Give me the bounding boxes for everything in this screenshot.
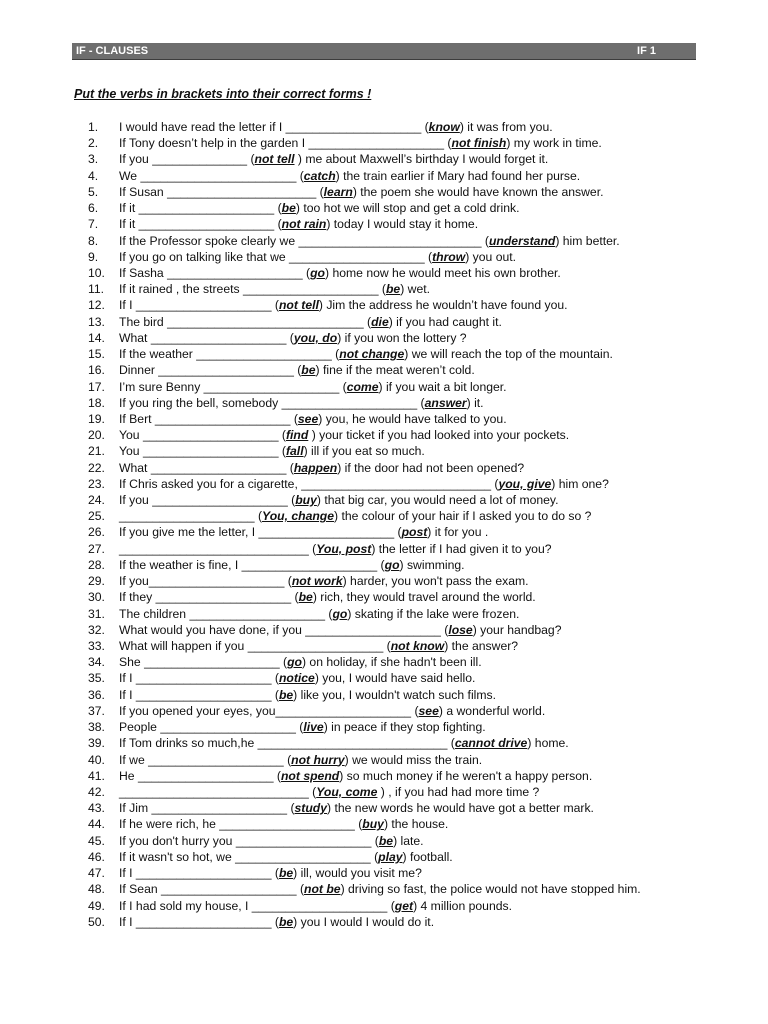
- exercise-item: [88, 427, 688, 443]
- item-text-after: ) if you won the lottery ?: [337, 330, 467, 345]
- exercise-item: [88, 768, 688, 784]
- item-text-before: People ____________________ (: [119, 720, 304, 735]
- exercise-item: [88, 752, 688, 768]
- exercise-item: [88, 249, 688, 265]
- verb-hint: cannot drive: [454, 736, 528, 751]
- item-number: 30.: [88, 590, 105, 605]
- verb-hint: be: [278, 914, 294, 929]
- item-text-before: ____________________________ (: [119, 784, 317, 799]
- exercise-item: [88, 687, 688, 703]
- item-number: 8.: [88, 233, 99, 248]
- exercise-list: [88, 119, 688, 930]
- item-number: 9.: [88, 249, 99, 264]
- verb-hint: study: [294, 801, 328, 816]
- item-text-before: The children ____________________ (: [119, 606, 333, 621]
- exercise-item: [88, 168, 688, 184]
- exercise-item: [88, 119, 688, 135]
- item-text-before: What ____________________ (: [119, 330, 294, 345]
- item-text-after: ) we will reach the top of the mountain.: [404, 347, 613, 362]
- item-number: 27.: [88, 541, 105, 556]
- item-text-before: We _______________________ (: [119, 168, 304, 183]
- item-text-after: ) swimming.: [399, 557, 465, 572]
- item-text-after: ) that big car, you would need a lot of money.: [316, 493, 559, 508]
- verb-hint: know: [428, 120, 460, 134]
- item-number: 37.: [88, 703, 105, 718]
- item-number: 15.: [88, 347, 105, 362]
- item-text-before: If I ____________________ (: [119, 298, 279, 313]
- item-text-before: If they ____________________ (: [119, 590, 299, 605]
- item-text-after: ) , if you had had more time ?: [377, 784, 540, 799]
- exercise-item: [88, 703, 688, 719]
- exercise-item: [88, 638, 688, 654]
- item-text-after: ) you, I would have said hello.: [314, 671, 476, 686]
- item-text-after: ) too hot we will stop and get a cold drink.: [295, 201, 520, 216]
- verb-hint: come: [346, 379, 379, 394]
- verb-hint: go: [384, 557, 400, 572]
- verb-hint: die: [371, 314, 389, 329]
- item-number: 10.: [88, 265, 105, 280]
- item-text-before: If I ____________________ (: [119, 671, 279, 686]
- item-text-before: If Chris asked you for a cigarette, ____________________________ (: [119, 476, 499, 491]
- exercise-item: [88, 135, 688, 151]
- exercise-item: [88, 524, 688, 540]
- item-text-after: ) a wonderful world.: [438, 703, 546, 718]
- item-number: 36.: [88, 687, 105, 702]
- worksheet-title: IF - CLAUSES: [76, 45, 149, 57]
- item-text-after: ) ill, would you visit me?: [293, 866, 422, 881]
- item-number: 16.: [88, 363, 105, 378]
- item-text-after: ) my work in time.: [506, 136, 602, 151]
- exercise-item: [88, 573, 688, 589]
- item-text-after: ) it was from you.: [459, 120, 553, 134]
- exercise-item: [88, 281, 688, 297]
- exercise-item: [88, 200, 688, 216]
- item-number: 41.: [88, 768, 105, 783]
- exercise-item: [88, 151, 688, 167]
- item-number: 23.: [88, 476, 105, 491]
- item-text-before: If it ____________________ (: [119, 201, 282, 216]
- item-number: 11.: [88, 282, 105, 297]
- verb-hint: not know: [390, 639, 445, 653]
- item-number: 43.: [88, 801, 105, 816]
- item-text-before: If you____________________ (: [119, 574, 292, 589]
- verb-hint: be: [378, 833, 394, 848]
- exercise-item: [88, 395, 688, 411]
- item-text-before: What will happen if you ____________________ (: [119, 639, 391, 653]
- item-text-before: If Sasha ____________________ (: [119, 265, 311, 280]
- exercise-item: [88, 411, 688, 427]
- exercise-item: [88, 622, 688, 638]
- item-text-before: If the Professor spoke clearly we ___________________________ (: [119, 233, 489, 248]
- verb-hint: not change: [339, 347, 405, 362]
- verb-hint: not work: [291, 574, 343, 589]
- item-text-before: If Susan ______________________ (: [119, 184, 324, 199]
- item-number: 32.: [88, 622, 105, 637]
- item-text-before: If Sean ____________________ (: [119, 882, 305, 897]
- item-text-before: If I had sold my house, I ____________________ (: [119, 898, 395, 913]
- item-number: 29.: [88, 574, 105, 589]
- exercise-item: [88, 476, 688, 492]
- item-text-before: If you ring the bell, somebody ____________________ (: [119, 395, 425, 410]
- verb-hint: not tell: [278, 298, 319, 313]
- exercise-item: [88, 670, 688, 686]
- verb-hint: You, post: [316, 541, 372, 556]
- verb-hint: not finish: [451, 136, 507, 151]
- verb-hint: not hurry: [291, 752, 345, 767]
- item-text-after: ) driving so fast, the police would not have stopped him.: [340, 882, 641, 897]
- item-text-before: If you ____________________ (: [119, 493, 296, 508]
- item-text-after: ) home now he would meet his own brother.: [325, 265, 561, 280]
- exercise-item: [88, 800, 688, 816]
- verb-hint: be: [298, 590, 313, 605]
- verb-hint: see: [297, 411, 319, 426]
- item-text-after: ) football.: [402, 849, 453, 864]
- item-number: 22.: [88, 460, 105, 475]
- item-text-before: You ____________________ (: [119, 444, 286, 459]
- item-text-after: ) him one?: [551, 476, 609, 491]
- item-text-after: ) on holiday, if she hadn't been ill.: [301, 655, 482, 670]
- exercise-item: [88, 379, 688, 395]
- item-text-before: If you opened your eyes, you____________________ (: [119, 703, 419, 718]
- item-text-after: ) in peace if they stop fighting.: [323, 720, 486, 735]
- verb-hint: go: [287, 655, 302, 670]
- item-number: 18.: [88, 395, 105, 410]
- item-text-before: I’m sure Benny ____________________ (: [119, 379, 347, 394]
- item-number: 45.: [88, 833, 105, 848]
- verb-hint: understand: [488, 233, 556, 248]
- verb-hint: live: [303, 720, 324, 735]
- item-text-before: He ____________________ (: [119, 768, 281, 783]
- item-text-after: ) your handbag?: [472, 622, 562, 637]
- item-text-before: If you ______________ (: [119, 152, 255, 167]
- item-text-before: If Jim ____________________ (: [119, 801, 295, 816]
- header-bar: [72, 43, 696, 60]
- item-number: 17.: [88, 379, 105, 394]
- item-text-after: ) skating if the lake were frozen.: [347, 606, 520, 621]
- item-text-before: If I ____________________ (: [119, 914, 279, 929]
- verb-hint: learn: [323, 184, 353, 199]
- verb-hint: lose: [448, 622, 473, 637]
- item-number: 24.: [88, 493, 105, 508]
- item-text-after: ) home.: [527, 736, 569, 751]
- exercise-item: [88, 508, 688, 524]
- item-text-after: ) the letter if I had given it to you?: [371, 541, 552, 556]
- exercise-item: [88, 460, 688, 476]
- item-number: 40.: [88, 752, 105, 767]
- item-number: 19.: [88, 411, 105, 426]
- exercise-item: [88, 833, 688, 849]
- item-text-before: If it rained , the streets ____________________ (: [119, 282, 386, 297]
- exercise-item: [88, 362, 688, 378]
- item-text-before: If you don't hurry you ____________________ (: [119, 833, 379, 848]
- item-number: 31.: [88, 606, 105, 621]
- exercise-item: [88, 719, 688, 735]
- item-number: 48.: [88, 882, 105, 897]
- exercise-item: [88, 216, 688, 232]
- exercise-item: [88, 654, 688, 670]
- item-text-after: ) late.: [393, 833, 424, 848]
- item-number: 2.: [88, 136, 99, 151]
- item-text-after: ) 4 million pounds.: [413, 898, 512, 913]
- verb-hint: fall: [285, 444, 304, 459]
- item-text-after: ) me about Maxwell’s birthday I would forget it.: [294, 152, 549, 167]
- item-text-after: ) so much money if he weren't a happy person.: [339, 768, 593, 783]
- item-text-before: If you give me the letter, I ____________________ (: [119, 525, 402, 540]
- item-text-before: If it wasn't so hot, we ____________________ (: [119, 849, 379, 864]
- verb-hint: You, come: [316, 784, 378, 799]
- item-text-before: If it ____________________ (: [119, 217, 282, 232]
- item-number: 14.: [88, 330, 105, 345]
- verb-hint: be: [278, 866, 294, 881]
- item-number: 34.: [88, 655, 105, 670]
- verb-hint: buy: [295, 493, 317, 508]
- exercise-item: [88, 735, 688, 751]
- verb-hint: go: [332, 606, 348, 621]
- exercise-item: [88, 914, 688, 930]
- verb-hint: be: [301, 363, 316, 378]
- item-text-after: ) the house.: [383, 817, 449, 832]
- item-text-before: Dinner ____________________ (: [119, 363, 302, 378]
- item-text-after: ) if the door had not been opened?: [337, 460, 525, 475]
- verb-hint: not be: [304, 882, 341, 897]
- item-text-before: If the weather ____________________ (: [119, 347, 340, 362]
- item-text-after: ) the colour of your hair if I asked you to do so ?: [334, 509, 592, 524]
- verb-hint: buy: [362, 817, 384, 832]
- verb-hint: go: [310, 265, 325, 280]
- item-text-after: ) today I would stay it home.: [326, 217, 479, 232]
- item-number: 6.: [88, 201, 99, 216]
- item-text-after: ) you I would I would do it.: [293, 914, 435, 929]
- item-number: 49.: [88, 898, 105, 913]
- item-number: 7.: [88, 217, 99, 232]
- item-number: 28.: [88, 557, 105, 572]
- item-text-before: If the weather is fine, I ____________________ (: [119, 557, 385, 572]
- item-number: 35.: [88, 671, 105, 686]
- item-text-before: The bird _____________________________ (: [119, 314, 372, 329]
- verb-hint: not rain: [281, 217, 327, 232]
- exercise-item: [88, 881, 688, 897]
- item-text-after: ) the answer?: [444, 639, 519, 653]
- exercise-item: [88, 297, 688, 313]
- exercise-item: [88, 314, 688, 330]
- verb-hint: find: [285, 428, 309, 443]
- item-text-after: ) like you, I wouldn't watch such films.: [293, 687, 496, 702]
- verb-hint: notice: [278, 671, 315, 686]
- exercise-item: [88, 443, 688, 459]
- item-text-after: ) the train earlier if Mary had found her purse.: [335, 168, 581, 183]
- verb-hint: catch: [303, 168, 336, 183]
- item-number: 21.: [88, 444, 105, 459]
- exercise-item: [88, 816, 688, 832]
- exercise-item: [88, 784, 688, 800]
- verb-hint: get: [394, 898, 414, 913]
- instruction-heading: Put the verbs in brackets into their correct forms !: [74, 87, 372, 101]
- item-text-before: If Bert ____________________ (: [119, 411, 298, 426]
- verb-hint: post: [401, 525, 428, 540]
- item-text-after: ) your ticket if you had looked into your pockets.: [308, 428, 570, 443]
- item-number: 33.: [88, 639, 105, 653]
- item-text-before: If Tom drinks so much,he ____________________________ (: [119, 736, 455, 751]
- verb-hint: be: [281, 201, 296, 216]
- exercise-item: [88, 265, 688, 281]
- verb-hint: not spend: [280, 768, 340, 783]
- item-text-after: ) if you wait a bit longer.: [378, 379, 507, 394]
- item-text-after: ) wet.: [400, 282, 431, 297]
- item-number: 1.: [88, 120, 99, 134]
- item-text-before: If I ____________________ (: [119, 687, 279, 702]
- item-text-before: What ____________________ (: [119, 460, 294, 475]
- exercise-item: [88, 606, 688, 622]
- item-text-before: If we ____________________ (: [119, 752, 292, 767]
- item-text-before: I would have read the letter if I ____________________ (: [119, 120, 429, 134]
- item-text-after: ) Jim the address he wouldn’t have found you.: [318, 298, 568, 313]
- item-text-after: ) it.: [466, 395, 484, 410]
- item-number: 12.: [88, 298, 105, 313]
- verb-hint: you, do: [293, 330, 338, 345]
- item-text-before: She ____________________ (: [119, 655, 288, 670]
- item-number: 5.: [88, 184, 99, 199]
- item-text-before: If I ____________________ (: [119, 866, 279, 881]
- item-text-after: ) if you had caught it.: [388, 314, 502, 329]
- verb-hint: see: [418, 703, 439, 718]
- item-text-before: If you go on talking like that we ____________________ (: [119, 249, 433, 264]
- item-number: 38.: [88, 720, 105, 735]
- item-text-after: ) ill if you eat so much.: [303, 444, 425, 459]
- item-number: 46.: [88, 849, 105, 864]
- item-number: 42.: [88, 784, 105, 799]
- item-number: 44.: [88, 817, 105, 832]
- item-number: 50.: [88, 914, 105, 929]
- exercise-item: [88, 557, 688, 573]
- verb-hint: you, give: [498, 476, 552, 491]
- verb-hint: play: [378, 849, 403, 864]
- item-number: 13.: [88, 314, 105, 329]
- item-text-after: ) the poem she would have known the answer.: [352, 184, 604, 199]
- item-text-before: You ____________________ (: [119, 428, 286, 443]
- item-text-after: ) you, he would have talked to you.: [318, 411, 507, 426]
- exercise-item: [88, 898, 688, 914]
- verb-hint: be: [385, 282, 401, 297]
- item-text-after: ) rich, they would travel around the world.: [312, 590, 536, 605]
- verb-hint: not tell: [254, 152, 295, 167]
- item-text-before: ____________________ (: [119, 509, 263, 524]
- exercise-item: [88, 865, 688, 881]
- item-number: 39.: [88, 736, 105, 751]
- item-number: 25.: [88, 509, 105, 524]
- item-number: 20.: [88, 428, 105, 443]
- verb-hint: answer: [424, 395, 467, 410]
- item-number: 4.: [88, 168, 99, 183]
- exercise-item: [88, 184, 688, 200]
- item-text-after: ) we would miss the train.: [344, 752, 483, 767]
- exercise-item: [88, 849, 688, 865]
- item-text-after: ) the new words he would have got a better mark.: [327, 801, 594, 816]
- exercise-item: [88, 330, 688, 346]
- verb-hint: You, change: [262, 509, 335, 524]
- item-text-before: If he were rich, he ____________________ (: [119, 817, 363, 832]
- worksheet-unit: IF 1: [637, 45, 656, 57]
- exercise-item: [88, 346, 688, 362]
- item-number: 47.: [88, 866, 105, 881]
- item-text-before: ____________________________ (: [119, 541, 317, 556]
- item-text-after: ) harder, you won't pass the exam.: [342, 574, 529, 589]
- exercise-item: [88, 589, 688, 605]
- item-number: 26.: [88, 525, 105, 540]
- item-number: 3.: [88, 152, 99, 167]
- verb-hint: be: [278, 687, 294, 702]
- verb-hint: throw: [432, 249, 466, 264]
- exercise-item: [88, 233, 688, 249]
- item-text-after: ) fine if the meat weren’t cold.: [315, 363, 475, 378]
- item-text-after: ) you out.: [465, 249, 517, 264]
- item-text-after: ) it for you .: [427, 525, 489, 540]
- item-text-after: ) him better.: [555, 233, 620, 248]
- exercise-item: [88, 541, 688, 557]
- verb-hint: happen: [293, 460, 338, 475]
- item-text-before: What would you have done, if you ____________________ (: [119, 622, 449, 637]
- exercise-item: [88, 492, 688, 508]
- item-text-before: If Tony doesn’t help in the garden I ____________________ (: [119, 136, 452, 151]
